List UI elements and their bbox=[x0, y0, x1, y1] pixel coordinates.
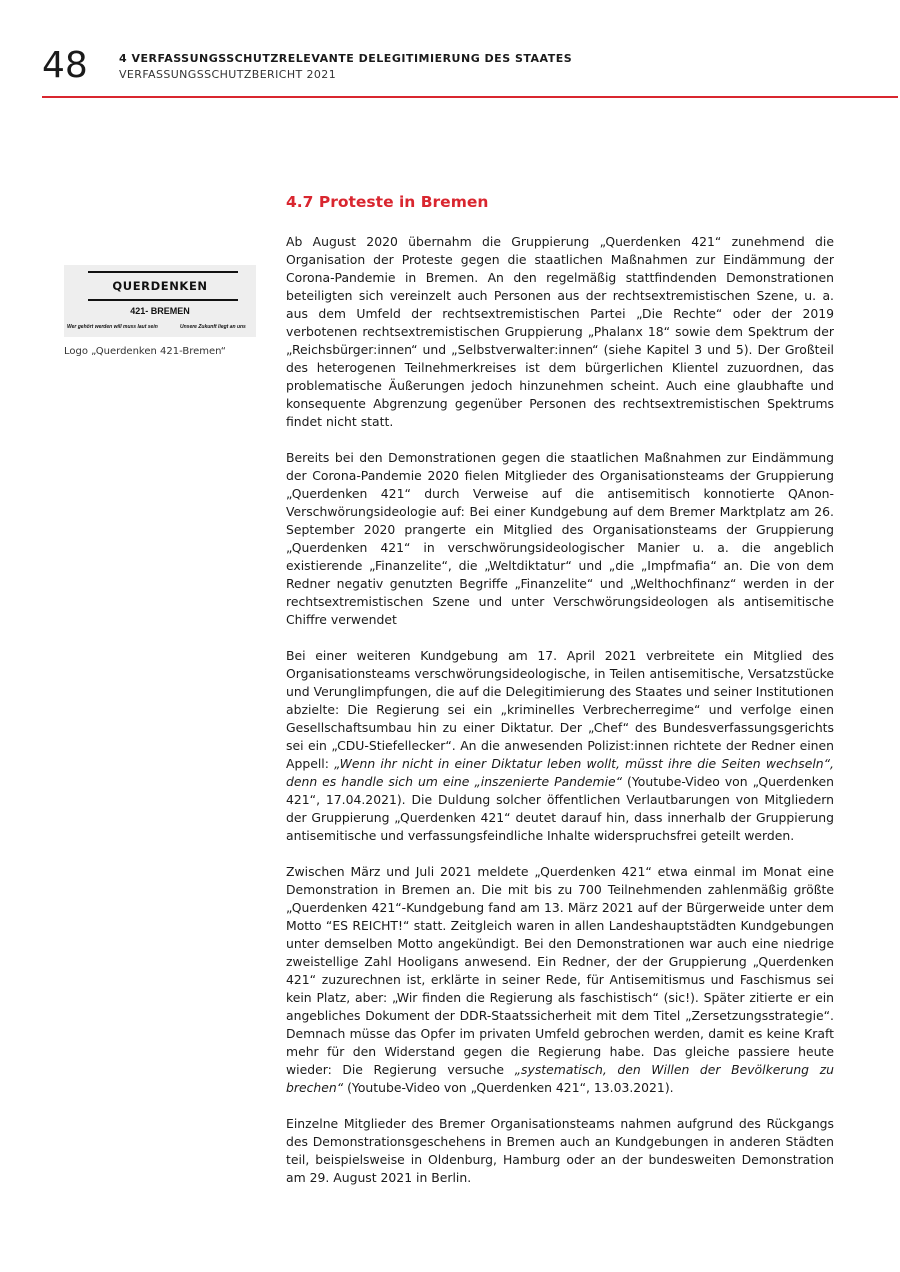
paragraph-3 bbox=[286, 647, 834, 845]
page-header bbox=[0, 0, 900, 100]
logo-middle-rule bbox=[88, 299, 238, 301]
logo-top-rule bbox=[88, 271, 238, 273]
paragraph-1: Ab August 2020 übernahm die Gruppierung „Querdenken 421“ zunehmend die Organisation der Proteste gegen die staatlichen Maßnahmen zur Eindämmung der Corona-Pandemie in Bremen. An den regelmäßig stattfindenden Demonstrationen beteiligten sich vereinzelt auch Personen aus der rechtsextremistischen Szene, u. a. aus dem Umfeld der rechtsextremistischen Partei „Die Rechte“ oder der 2019 verbotenen rechtsextremistischen Gruppierung „Phalanx 18“ sowie dem Spektrum der „Reichsbürger:innen“ und „Selbstverwalter:innen“ (siehe Kapitel 3 und 5). Der Großteil des heterogenen Teilnehmerkreises ist dem bürgerlichen Klientel zuzuordnen, das problematische Äußerungen jedoch hinzunehmen scheint. Auch eine glaubhafte und konsequente Abgrenzung gegenüber Personen des rechtsextremistischen Spektrums findet nicht statt. bbox=[286, 234, 834, 429]
logo-slogan-right: Unsere Zukunft liegt an uns bbox=[180, 324, 246, 330]
logo-title: QUERDENKEN bbox=[112, 279, 208, 293]
paragraph-3-quote: „Wenn ihr nicht in einer Diktatur leben wollt, müsst ihre die Seiten wechseln“, denn es handle sich um eine „inszenierte Pandemie“ bbox=[286, 756, 835, 789]
paragraph-5: Einzelne Mitglieder des Bremer Organisationsteams nahmen aufgrund des Rückgangs des Demonstrationsgeschehens in Bremen auch an Kundgebungen in anderen Städten teil, beispielsweise in Oldenburg, Hamburg oder an der bundesweiten Demonstration am 29. August 2021 in Berlin. bbox=[286, 1116, 834, 1185]
logo-caption: Logo „Querdenken 421-Bremen“ bbox=[64, 346, 226, 357]
logo-slogan-left: Wer gehört werden will muss laut sein bbox=[67, 324, 158, 330]
paragraph-4 bbox=[286, 863, 834, 1097]
paragraph-2: Bereits bei den Demonstrationen gegen die staatlichen Maßnahmen zur Eindämmung der Corona-Pandemie 2020 fielen Mitglieder des Organisationsteams der Gruppierung „Querdenken 421“ durch Verweise auf die antisemitisch konnotierte QAnon-Verschwörungsideologie auf: Bei einer Kundgebung auf dem Bremer Marktplatz am 26. September 2020 prangerte ein Mitglied des Organisationsteams der Gruppierung „Querdenken 421“ in verschwörungsideologischer Manier u. a. die angeblich existierende „Finanzelite“, die „Weltdiktatur“ und „die „Impfmafia“ an. Die von dem Redner negativ genutzten Begriffe „Finanzelite“ und „Welthochfinanz“ werden in der rechtsextremistischen Szene und unter Verschwörungsideologen als antisemitische Chiffre verwendet bbox=[286, 450, 834, 627]
logo-subtitle: 421- BREMEN bbox=[130, 306, 190, 316]
paragraph-3-text-a: Bei einer weiteren Kundgebung am 17. April 2021 verbreitete ein Mitglied des Organisationsteams verschwörungsideologische, in Teilen antisemitische, Versatzstücke und Verunglimpfungen, die auf die Delegitimierung des Staates und seiner Institutionen abzielte: Die Regierung sei ein „kriminelles Verbrecherregime“ und verfolge einen Gesellschaftsumbau hin zu einer Diktatur. Der „Chef“ des Bundesverfassungsgerichts sei ein „CDU-Stiefellecker“. An die anwesenden Polizist:innen richtete der Redner einen Appell: bbox=[286, 648, 834, 771]
article-body bbox=[286, 233, 834, 1205]
page-number: 48 bbox=[42, 45, 88, 86]
paragraph-3-text-b: (Youtube-Video von „Querdenken 421“, 17.04.2021). Die Duldung solcher öffentlichen Verlautbarungen von Mitgliedern der Gruppierung „Querdenken 421“ deutet darauf hin, dass innerhalb der Gruppierung antisemitische und verfassungsfeindliche Inhalte widerspruchsfrei geteilt werden. bbox=[286, 774, 834, 843]
paragraph-4-text-a: Zwischen März und Juli 2021 meldete „Querdenken 421“ etwa einmal im Monat eine Demonstration in Bremen an. Die mit bis zu 700 Teilnehmenden zahlenmäßig größte „Querdenken 421“-Kundgebung fand am 13. März 2021 auf der Bürgerweide unter dem Motto “ES REICHT!“ statt. Zeitgleich waren in allen Landeshauptstädten Kundgebungen unter demselben Motto angekündigt. Bei den Demonstrationen war auch eine niedrige zweistellige Zahl Hooligans anwesend. Ein Redner, der der Gruppierung „Querdenken 421“ zuzurechnen ist, erklärte in seiner Rede, für Antisemitismus und Faschismus sei kein Platz, aber: „Wir finden die Regierung als faschistisch“ (sic!). Später zitierte er ein angebliches Dokument der DDR-Staatssicherheit mit dem Titel „Zersetzungsstrategie“. Demnach müsse das Opfer im privaten Umfeld gebrochen werden, damit es keine Kraft mehr für den Widerstand gegen die Regierung habe. Das gleiche passiere heute wieder: Die Regierung versuche bbox=[286, 864, 834, 1077]
querdenken-logo bbox=[64, 265, 256, 337]
report-title: VERFASSUNGSSCHUTZBERICHT 2021 bbox=[119, 68, 337, 81]
paragraph-4-text-b: (Youtube-Video von „Querdenken 421“, 13.03.2021). bbox=[343, 1080, 674, 1095]
header-divider bbox=[42, 96, 898, 98]
paragraph-4-quote: „systematisch, den Willen der Bevölkerung zu brechen“ bbox=[286, 1062, 834, 1095]
chapter-title: 4 VERFASSUNGSSCHUTZRELEVANTE DELEGITIMIERUNG DES STAATES bbox=[119, 52, 573, 65]
section-heading: 4.7 Proteste in Bremen bbox=[286, 193, 489, 211]
